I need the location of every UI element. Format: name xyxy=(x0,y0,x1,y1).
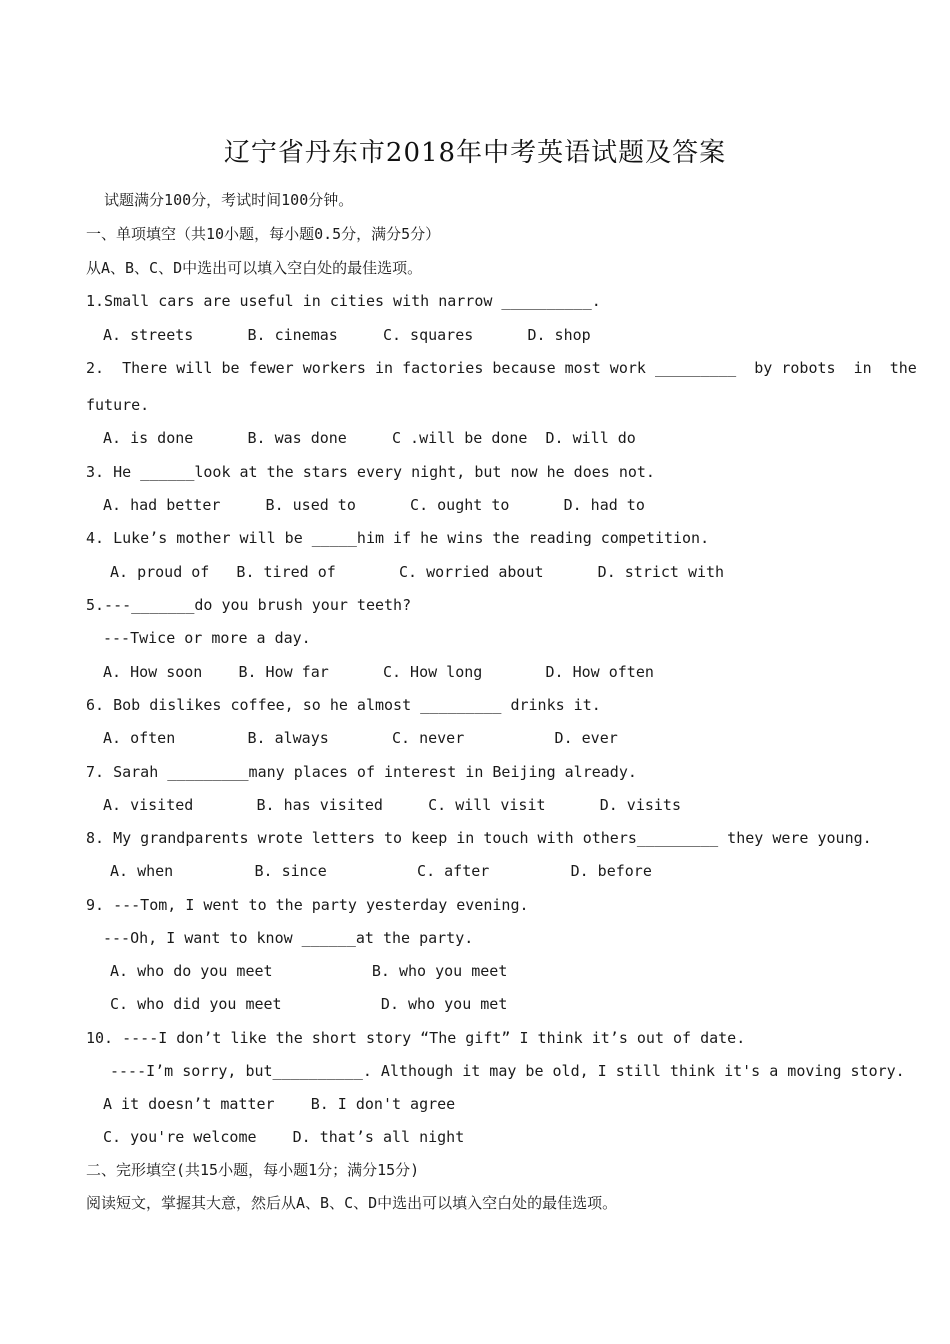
question-3: 3. He ______look at the stars every night, but now he does not. xyxy=(86,463,655,481)
question-2-options: A. is done B. was done C .will be done D. will do xyxy=(103,429,636,447)
exam-instructions: 试题满分100分，考试时间100分钟。 xyxy=(86,191,354,209)
question-10-options-row-2: C. you're welcome D. that’s all night xyxy=(103,1128,465,1146)
section-1-heading: 一、单项填空（共10小题，每小题0.5分，满分5分） xyxy=(86,225,441,243)
question-7-options: A. visited B. has visited C. will visit D. visits xyxy=(103,796,681,814)
question-1-options: A. streets B. cinemas C. squares D. shop xyxy=(103,326,591,344)
question-6: 6. Bob dislikes coffee, so he almost _________ drinks it. xyxy=(86,696,601,714)
question-7: 7. Sarah _________many places of interest in Beijing already. xyxy=(86,763,637,781)
question-8-options: A. when B. since C. after D. before xyxy=(110,862,652,880)
question-1: 1.Small cars are useful in cities with narrow __________. xyxy=(86,292,601,310)
question-5-options: A. How soon B. How far C. How long D. How often xyxy=(103,663,654,681)
page-title: 辽宁省丹东市2018年中考英语试题及答案 xyxy=(223,138,727,168)
question-9-options-row-1: A. who do you meet B. who you meet xyxy=(110,962,508,980)
section-2-heading: 二、完形填空(共15小题，每小题1分；满分15分) xyxy=(86,1161,420,1179)
section-2-instructions: 阅读短文，掌握其大意，然后从A、B、C、D中选出可以填入空白处的最佳选项。 xyxy=(86,1194,618,1212)
question-6-options: A. often B. always C. never D. ever xyxy=(103,729,618,747)
question-3-options: A. had better B. used to C. ought to D. had to xyxy=(103,496,645,514)
question-5-response: ---Twice or more a day. xyxy=(103,629,311,647)
question-9-options-row-2: C. who did you meet D. who you met xyxy=(110,995,508,1013)
question-5: 5.---_______do you brush your teeth? xyxy=(86,596,412,614)
question-2: 2. There will be fewer workers in factories because most work _________ by robots in the xyxy=(86,359,917,377)
question-4-options: A. proud of B. tired of C. worried about D. strict with xyxy=(110,563,725,581)
question-10-response: ----I’m sorry, but__________. Although it may be old, I still think it's a moving story. xyxy=(110,1062,905,1080)
section-1-instructions: 从A、B、C、D中选出可以填入空白处的最佳选项。 xyxy=(86,259,423,277)
question-2-continued: future. xyxy=(86,396,150,414)
question-9-response: ---Oh, I want to know ______at the party. xyxy=(103,929,474,947)
question-10-options-row-1: A it doesn’t matter B. I don't agree xyxy=(103,1095,456,1113)
question-9: 9. ---Tom, I went to the party yesterday evening. xyxy=(86,896,529,914)
question-10: 10. ----I don’t like the short story “The gift” I think it’s out of date. xyxy=(86,1029,746,1047)
question-4: 4. Luke’s mother will be _____him if he wins the reading competition. xyxy=(86,529,710,547)
question-8: 8. My grandparents wrote letters to keep in touch with others_________ they were young. xyxy=(86,829,872,847)
